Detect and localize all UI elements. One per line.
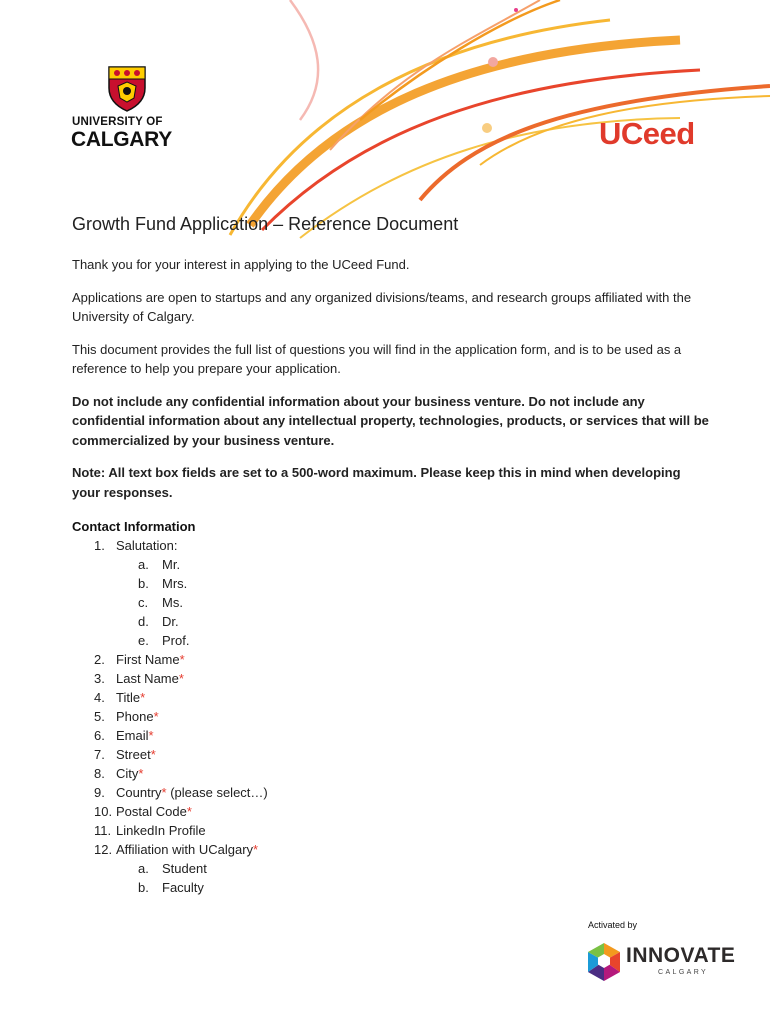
affiliation-option [72,878,712,897]
question-label: City [116,766,139,781]
question-last-name [72,669,712,688]
question-number: 10. [94,804,113,819]
question-street [72,745,712,764]
option-label: Ms. [162,595,183,610]
question-label: Country [116,785,162,800]
uceed-brand-logo[interactable]: UCeed [599,116,695,151]
question-number: 12. [94,842,113,857]
question-hint: (please select…) [166,785,268,800]
university-name-line1: UNIVERSITY OF [72,116,163,128]
question-number: 9. [94,785,105,800]
option-label: Mr. [162,557,181,572]
question-number: 8. [94,766,105,781]
question-number: 4. [94,690,105,705]
option-letter: c. [138,595,149,610]
required-asterisk: * [150,747,156,762]
university-of-calgary-logo[interactable] [70,64,190,150]
required-asterisk: * [179,652,185,667]
question-first-name [72,650,712,669]
option-letter: a. [138,557,149,572]
required-asterisk: * [178,671,184,686]
question-number: 5. [94,709,105,724]
option-letter: b. [138,880,149,895]
option-letter: a. [138,861,149,876]
question-label: Title [116,690,141,705]
activated-by-label: Activated by [588,920,638,930]
question-city [72,764,712,783]
question-label: Affiliation with UCalgary [116,842,254,857]
innovate-calgary-subtext: CALGARY [658,969,709,976]
innovate-wordmark: INNOVATE [626,944,736,967]
question-affiliation [72,840,712,859]
university-name-line2: CALGARY [71,128,172,151]
option-label: Prof. [162,633,190,648]
question-number: 2. [94,652,105,667]
question-salutation [72,536,712,555]
option-letter: e. [138,633,149,648]
question-number: 1. [94,538,105,553]
confidentiality-warning: Do not include any confidential information about your business venture. Do not include any confidential information about any intellectual property, technologies, products, or services that will be commercialized by your business venture. [72,393,709,448]
document-body [72,212,712,897]
question-label: LinkedIn Profile [116,823,206,838]
university-crest-icon [106,64,148,112]
required-asterisk: * [140,690,146,705]
option-label: Student [162,861,207,876]
purpose-paragraph: This document provides the full list of questions you will find in the application form, and is to be used as a reference to help you prepare your application. [72,341,682,376]
salutation-option [72,555,712,574]
question-label: Street [116,747,151,762]
innovate-hexagon-icon [586,942,622,982]
required-asterisk: * [148,728,154,743]
contact-question-list [72,536,712,897]
question-number: 7. [94,747,105,762]
question-label: First Name [116,652,180,667]
question-postal-code [72,802,712,821]
salutation-option [72,612,712,631]
contact-info-heading: Contact Information [72,519,196,534]
required-asterisk: * [138,766,144,781]
option-label: Faculty [162,880,204,895]
eligibility-paragraph: Applications are open to startups and any organized divisions/teams, and research groups affiliated with the University of Calgary. [72,289,692,324]
salutation-option [72,574,712,593]
question-label: Postal Code [116,804,187,819]
salutation-option [72,593,712,612]
question-country [72,783,712,802]
intro-paragraph: Thank you for your interest in applying to the UCeed Fund. [72,257,410,272]
required-asterisk: * [253,842,259,857]
question-number: 6. [94,728,105,743]
document-title: Growth Fund Application – Reference Document [72,214,459,234]
question-title [72,688,712,707]
required-asterisk: * [186,804,192,819]
question-number: 11. [94,823,112,838]
question-email [72,726,712,745]
option-label: Mrs. [162,576,188,591]
affiliation-option [72,859,712,878]
word-limit-note: Note: All text box fields are set to a 500-word maximum. Please keep this in mind when developing your responses. [72,465,681,500]
question-number: 3. [94,671,105,686]
question-linkedin-profile [72,821,712,840]
required-asterisk: * [161,785,167,800]
required-asterisk: * [153,709,159,724]
question-label: Email [116,728,149,743]
question-label: Phone [116,709,154,724]
salutation-option [72,631,712,650]
option-label: Dr. [162,614,179,629]
question-label: Salutation: [116,538,178,553]
question-phone [72,707,712,726]
innovate-calgary-logo[interactable] [586,940,736,986]
option-letter: b. [138,576,149,591]
option-letter: d. [138,614,149,629]
question-label: Last Name [116,671,179,686]
